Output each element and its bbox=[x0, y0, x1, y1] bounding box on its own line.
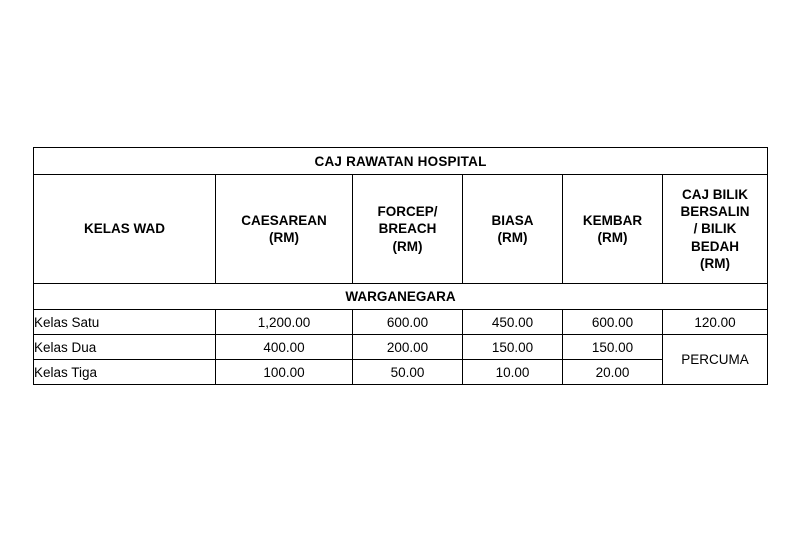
header-forcep-breach bbox=[353, 175, 463, 284]
header-forcep-line-2: BREACH bbox=[378, 221, 437, 237]
table-section-row bbox=[34, 284, 768, 310]
header-caj-bilik-line-3: / BILIK bbox=[693, 221, 737, 237]
cell-kelas-tiga-biasa: 10.00 bbox=[463, 360, 563, 385]
header-caesarean-line-2: (RM) bbox=[269, 230, 299, 245]
hospital-charges-table bbox=[33, 147, 768, 385]
row-label-kelas-tiga: Kelas Tiga bbox=[34, 360, 216, 385]
table-header-row bbox=[34, 175, 768, 284]
header-kembar bbox=[563, 175, 663, 284]
table-title: CAJ RAWATAN HOSPITAL bbox=[34, 148, 768, 175]
header-biasa-line-1: BIASA bbox=[491, 212, 534, 228]
table-row bbox=[34, 310, 768, 335]
header-caesarean-line-1: CAESAREAN bbox=[241, 212, 327, 228]
cell-kelas-dua-forcep: 200.00 bbox=[353, 335, 463, 360]
cell-kelas-satu-forcep: 600.00 bbox=[353, 310, 463, 335]
header-caj-bilik-bersalin bbox=[663, 175, 768, 284]
header-biasa-line-2: (RM) bbox=[497, 230, 528, 245]
header-kelas-wad-line-1: KELAS WAD bbox=[84, 221, 165, 237]
cell-kelas-satu-biasa: 450.00 bbox=[463, 310, 563, 335]
header-forcep-line-3: (RM) bbox=[392, 238, 423, 254]
row-label-kelas-satu: Kelas Satu bbox=[34, 310, 216, 335]
header-caesarean bbox=[216, 175, 353, 284]
table-row bbox=[34, 360, 768, 385]
cell-kelas-satu-kembar: 600.00 bbox=[563, 310, 663, 335]
header-caj-bilik-line-4: BEDAH bbox=[691, 238, 740, 254]
header-caj-bilik-line-5: (RM) bbox=[700, 255, 731, 271]
table-title-row bbox=[34, 148, 768, 175]
cell-kelas-dua-kembar: 150.00 bbox=[563, 335, 663, 360]
header-biasa bbox=[463, 175, 563, 284]
cell-kelas-dua-caesarean: 400.00 bbox=[216, 335, 353, 360]
cell-kelas-satu-caesarean: 1,200.00 bbox=[216, 310, 353, 335]
header-forcep-line-1: FORCEP/ bbox=[377, 204, 438, 220]
header-kembar-line-2: (RM) bbox=[597, 230, 628, 245]
hospital-charges-table-wrapper bbox=[33, 147, 767, 385]
table-row bbox=[34, 335, 768, 360]
header-caj-bilik-line-2: BERSALIN bbox=[680, 204, 750, 220]
cell-kelas-dua-biasa: 150.00 bbox=[463, 335, 563, 360]
header-kembar-line-1: KEMBAR bbox=[582, 212, 643, 228]
row-label-kelas-dua: Kelas Dua bbox=[34, 335, 216, 360]
section-label-warganegara: WARGANEGARA bbox=[34, 284, 768, 310]
cell-kelas-tiga-forcep: 50.00 bbox=[353, 360, 463, 385]
cell-kelas-tiga-caesarean: 100.00 bbox=[216, 360, 353, 385]
cell-kelas-tiga-kembar: 20.00 bbox=[563, 360, 663, 385]
cell-kelas-satu-caj-bilik: 120.00 bbox=[663, 310, 768, 335]
header-kelas-wad bbox=[34, 175, 216, 284]
header-caj-bilik-line-1: CAJ BILIK bbox=[682, 186, 749, 202]
cell-caj-bilik-percuma: PERCUMA bbox=[663, 335, 768, 385]
